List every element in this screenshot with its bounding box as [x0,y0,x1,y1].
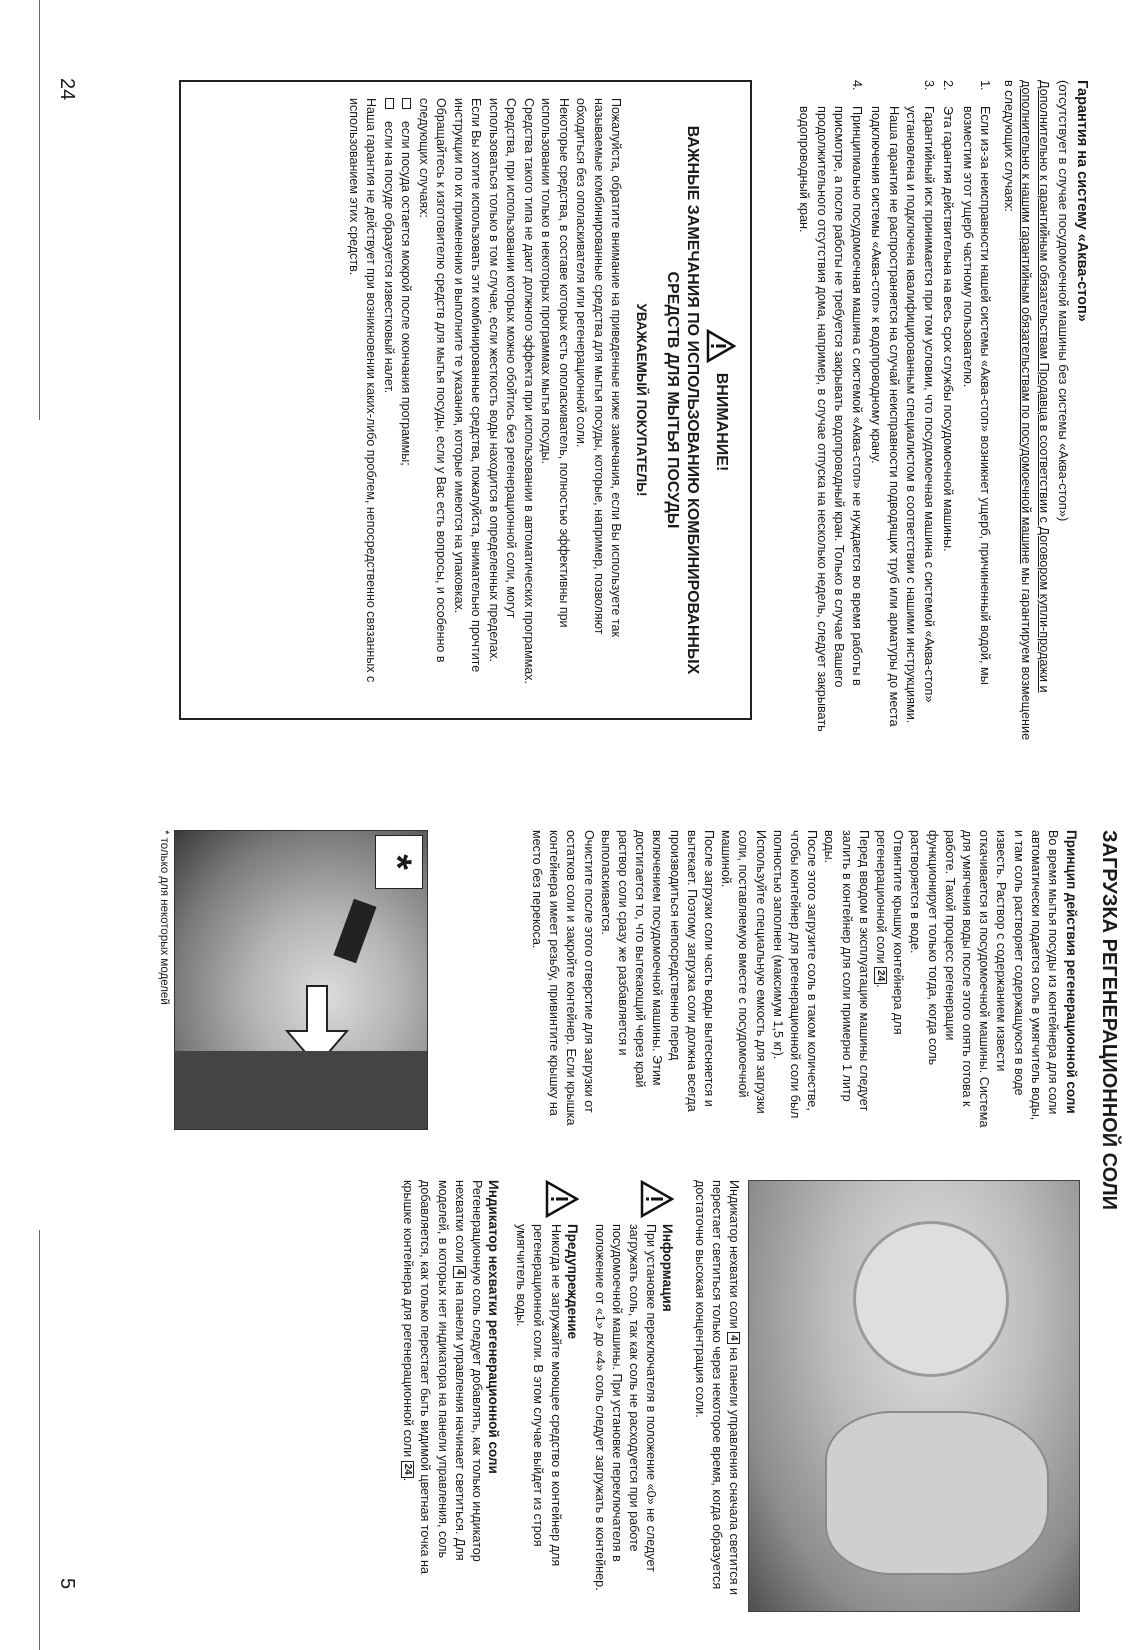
intro-underlined: Дополнительно к гарантийным обязательствам Продавца в соответствии с Договором купли-продажи и дополнительно к нашим гарантийным обязательствам по посудомоечной машине [1019,80,1051,693]
warning-triangle-icon [640,1180,674,1218]
guarantee-list [795,80,994,745]
paragraph: После загрузки соли часть воды вытесняется и вытекает. Поэтому загрузка соли должна всегда производиться непосредственно перед включением посудомоечной машины. Этим достигается то, что вытекающий через край раствор соли сразу же разбавляется и выполаскивается. [598,830,716,1112]
salt-funnel-photo [174,830,428,1130]
paragraph: Используйте специальную емкость для загрузки соли, поставляемую вместе с посудомоечной машиной. [719,830,768,1114]
indicator-paragraph [690,1180,742,1600]
salt-container-photo [748,1180,1080,1612]
paragraph: Перед вводом в эксплуатацию машины следует залить в контейнер для соли примерно 1 литр воды. [822,830,871,1112]
lack-indicator-title: Индикатор нехватки регенерационной соли [485,1180,501,1474]
paragraph: После этого загрузите соль в таком количестве, чтобы контейнер для регенерационной соли был полностью заполнен (максимум 1,5 кг). [770,830,820,1119]
list-item-number: 1. [978,80,993,91]
notice-paragraph: Пожалуйста, обратите внимание на приведенные ниже замечания, если Вы используете так называемые комбинированные средства для мытья посуды, которые, например, позволяют обходиться без ополаскивателя или регенерационной соли. [574,98,624,637]
paragraph-text: Отвинтите крышку контейнера для регенерационной соли [873,830,906,1035]
notice-paragraph: Наша гарантия не действует при возникновении каких-либо проблем, непосредственно связанных с использованием этих средств. [347,98,379,683]
list-item [939,80,957,745]
star-marker: * [375,835,423,889]
notice-paragraph: Средства, при использовании которых можно обойтись без регенерационной соли, могут использоваться только в том случае, если жесткость воды находится в определенных пределах. [487,98,519,662]
intro-rest: мы гарантируем возмещение в следующих случаях: [1002,80,1034,741]
info-text: При установке переключателя в положение «0» не следует загружать соль, так как соль не расходуется при работе посудомоечной машины. При установке переключателя в положение от «1» до «4» соль следует загружать в контейнер. [592,1224,659,1591]
salt-column-1 [528,830,1080,1130]
footnote: * только для некоторых моделей [158,830,170,1005]
principle-title: Принцип действия регенерационной соли [1064,830,1079,1114]
lack-indicator-text: Регенерационную соль следует добавлять, как только индикатор нехватки соли 4 на панели управления начинает светиться. Для моделей, в которых нет индикатора на панели управления, соль добавляется, как только перестает быть видимой цветная точка на крышке контейнера для регенерационной соли 24. [401,1180,484,1574]
notice-paragraph: Если Вы хотите использовать эти комбинированные средства, пожалуйста, внимательно прочтите инструкции по их применению и выполните те указания, которые имеются на упаковках. [452,98,484,673]
warning-text: Никогда не загружайте моющее средство в контейнер для регенерационной соли. В этом случае выйдет из строя умягчитель воды. [514,1224,563,1567]
list-item-text: Гарантийный иск принимается при том условии, что посудомоечная машина с системой «Аква-стоп» установлена и подключена квалифицированным специалистом в соответствии с нашими инструкциями. Наша гарантия не распространяется на случай неисправности подводящих труб или арматуры до места подключения системы «Аква-стоп» к водопроводному крану. [869,106,936,727]
guarantee-subtitle: (отсутствует в случае посудомоечной машины без системы «Аква-стоп») [1056,80,1071,522]
paragraph: Во время мытья посуды из контейнера для соли автоматически подается соль в умягчитель воды, и там соль растворяет содержащуюся в воде известь. Раствор с содержанием извести откачивается из посудомоечной машины. Система для умягчения воды после этого опять готова к работе. Такой процесс регенерации функционирует только тогда, когда соль растворяется в воде. [908,830,1060,1128]
paragraph-text: Индикатор нехватки соли [727,1180,741,1329]
ref-badge: 4 [453,1266,466,1278]
info-title: Информация [660,1224,676,1312]
paragraph: Очистите после этого отверстие для загрузки от остатков соли и закройте контейнер. Если крышка контейнера имеет резьбу, привинтите крышку на место без перекоса. [529,830,596,1126]
guarantee-intro [1000,80,1053,745]
ref-badge: 24 [401,1461,414,1478]
list-item-number: 2. [941,80,956,91]
warning-title: Предупреждение [564,1224,580,1340]
list-item [795,80,865,745]
paragraph-text: на панели управления начинает светиться. Для моделей, в которых нет индикатора на панели управления, соль добавляется, как только перестает быть видимой цветная точка на крышке контейнера для регенерационной соли [401,1180,467,1574]
divider [39,1230,40,1650]
warning-triangle-icon [706,329,736,363]
list-item-text: Если из-за неисправности нашей системы «Аква-стоп» возникнет ущерб, причиненный водой, мы возместим этот ущерб частному пользователю. [961,106,993,685]
container-cap-shape [333,899,376,964]
list-item [380,98,398,702]
bullet-text: если на посуде образуется известковый налет. [382,121,396,394]
ref-badge: 24 [874,967,887,984]
notice-paragraph: Некоторые средства, в составе которых есть ополаскиватель, полностью эффективны при использовании только в некоторых программах мытья посуды. [539,98,571,628]
ref-badge: 4 [727,1332,740,1344]
combined-detergents-notice [179,80,752,720]
checkbox-square-icon [385,98,394,109]
warning-note [512,1180,581,1600]
attention-label: ВНИМАНИЕ! [712,372,730,472]
list-item [867,80,937,745]
warning-triangle-icon [545,1180,579,1218]
door-edge-shape [175,1051,427,1129]
salt-column-2 [399,1180,742,1600]
list-item-text: Принципиально посудомоечная машина с системой «Аква-стоп» не нуждается во время работы в присмотре, а после работы не требуется закрывать водопроводный кран. Только в случае Вашего продолжительного отсутствия дома, например, в случае отпуска на несколько недель, следует закрывать водопроводный кран. [797,106,864,732]
list-item-number: 4. [850,80,864,91]
list-item [959,80,994,745]
notice-title: ВАЖНЫЕ ЗАМЕЧАНИЯ ПО ИСПОЛЬЗОВАНИЮ КОМБИНИРОВАННЫХ СРЕДСТВ ДЛЯ МЫТЬЯ ПОСУДЫ [664,125,701,675]
guarantee-title: Гарантия на систему «Аква-стоп» [1074,80,1090,322]
aquastop-guarantee [793,80,1090,745]
notice-paragraph: Средства такого типа не дают должного эффекта при использовании в автоматических программах. [522,98,536,684]
list-item-text: Эта гарантия действительна на весь срок службы посудомоечной машины. [941,106,956,552]
salt-container-cap-shape [853,1221,1009,1377]
dear-customer: УВАЖАЕМЫЙ ПОКУПАТЕЛЬ! [634,303,649,497]
list-item [397,98,415,702]
section-title: ЗАГРУЗКА РЕГЕНЕРАЦИОННОЙ СОЛИ [1098,830,1120,1211]
list-item-number: 3. [922,80,936,91]
bullet-text: если посуда остается мокрой после окончания программы; [399,121,414,466]
period: . [873,984,888,988]
paragraph-text: на панели управления сначала светится и перестает светиться только через некоторое время, когда образуется достаточно высокая концентрация соли. [692,1180,741,1596]
page-number-right: 5 [56,1578,78,1590]
info-note [591,1180,677,1600]
paragraph-text: Регенерационную соль следует добавлять, как только индикатор нехватки соли [452,1180,484,1562]
funnel-shape [825,1411,1049,1575]
paragraph [872,830,906,1130]
notice-paragraph: Обращайтесь к изготовителю средств для мытья посуды, если у Вас есть вопросы, и особенно в следующих случаях: [417,98,449,663]
divider [39,0,40,420]
attention-heading [706,98,736,702]
page-number-left: 24 [56,78,78,101]
checkbox-square-icon [403,98,412,109]
